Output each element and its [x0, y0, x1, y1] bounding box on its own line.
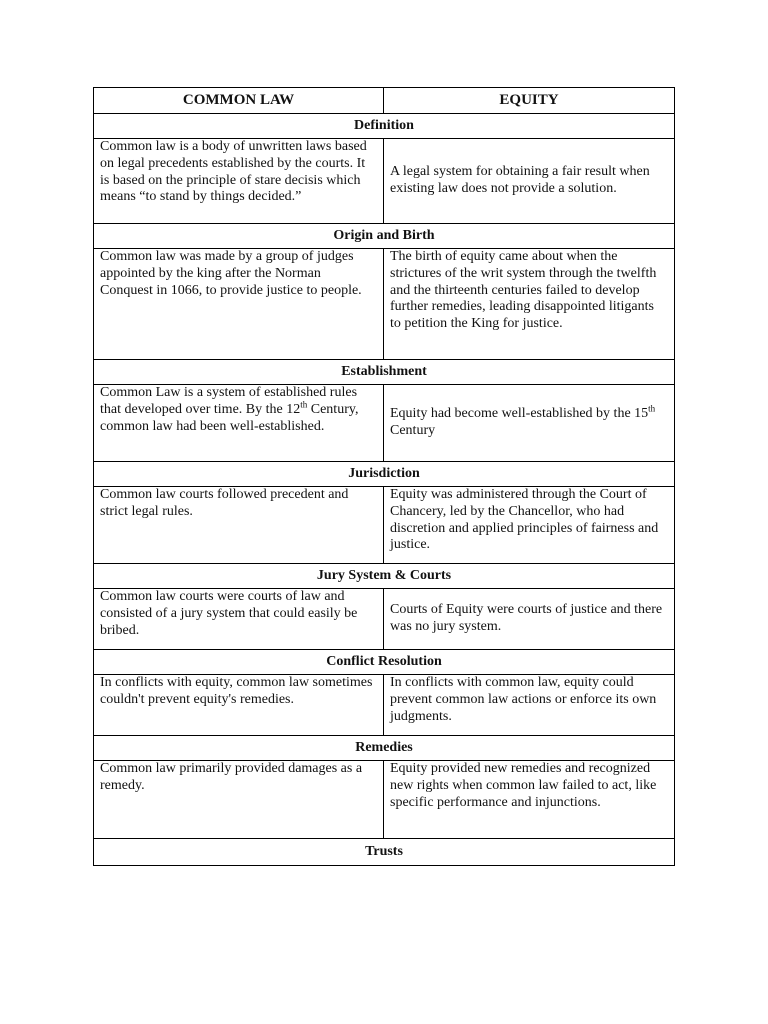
common-law-origin: Common law was made by a group of judges appointed by the king after the Norman Conquest in 1066, to provide justice to people. — [94, 249, 384, 360]
section-title-establishment: Establishment — [94, 360, 675, 385]
section-title-jury: Jury System & Courts — [94, 564, 675, 589]
equity-jury: Courts of Equity were courts of justice and there was no jury system. — [384, 589, 675, 650]
table-row-conflict — [94, 675, 675, 736]
section-title-trusts: Trusts — [94, 839, 675, 866]
section-row-trusts — [94, 839, 675, 866]
equity-conflict: In conflicts with common law, equity could prevent common law actions or enforce its own judgments. — [384, 675, 675, 736]
table-row-jury — [94, 589, 675, 650]
common-law-jury: Common law courts were courts of law and consisted of a jury system that could easily be bribed. — [94, 589, 384, 650]
equity-remedies: Equity provided new remedies and recognized new rights when common law failed to act, like specific performance and injunctions. — [384, 761, 675, 839]
table-row-definition — [94, 139, 675, 224]
section-row-origin — [94, 224, 675, 249]
document-page — [93, 87, 675, 866]
section-title-definition: Definition — [94, 114, 675, 139]
table-row-remedies — [94, 761, 675, 839]
section-row-jury — [94, 564, 675, 589]
common-law-conflict: In conflicts with equity, common law sometimes couldn't prevent equity's remedies. — [94, 675, 384, 736]
section-row-conflict — [94, 650, 675, 675]
section-title-remedies: Remedies — [94, 736, 675, 761]
section-title-origin: Origin and Birth — [94, 224, 675, 249]
section-row-establishment — [94, 360, 675, 385]
section-row-definition — [94, 114, 675, 139]
common-law-establishment: Common Law is a system of established rules that developed over time. By the 12th Century, common law had been well-established. — [94, 385, 384, 462]
header-row — [94, 88, 675, 114]
table-row-establishment — [94, 385, 675, 462]
section-title-conflict: Conflict Resolution — [94, 650, 675, 675]
common-law-jurisdiction: Common law courts followed precedent and strict legal rules. — [94, 487, 384, 564]
common-law-remedies: Common law primarily provided damages as a remedy. — [94, 761, 384, 839]
section-row-remedies — [94, 736, 675, 761]
section-row-jurisdiction — [94, 462, 675, 487]
comparison-table — [93, 87, 675, 866]
table-row-jurisdiction — [94, 487, 675, 564]
header-common-law: COMMON LAW — [94, 88, 384, 114]
common-law-definition: Common law is a body of unwritten laws based on legal precedents established by the courts. It is based on the principle of stare decisis which means “to stand by things decided.” — [94, 139, 384, 224]
equity-jurisdiction: Equity was administered through the Court of Chancery, led by the Chancellor, who had discretion and applied principles of fairness and justice. — [384, 487, 675, 564]
section-title-jurisdiction: Jurisdiction — [94, 462, 675, 487]
equity-establishment: Equity had become well-established by the 15th Century — [384, 385, 675, 462]
header-equity: EQUITY — [384, 88, 675, 114]
table-row-origin — [94, 249, 675, 360]
equity-definition: A legal system for obtaining a fair result when existing law does not provide a solution. — [384, 139, 675, 224]
equity-origin: The birth of equity came about when the strictures of the writ system through the twelfth and the thirteenth centuries failed to develop further remedies, leading disappointed litigants to petition the King for justice. — [384, 249, 675, 360]
